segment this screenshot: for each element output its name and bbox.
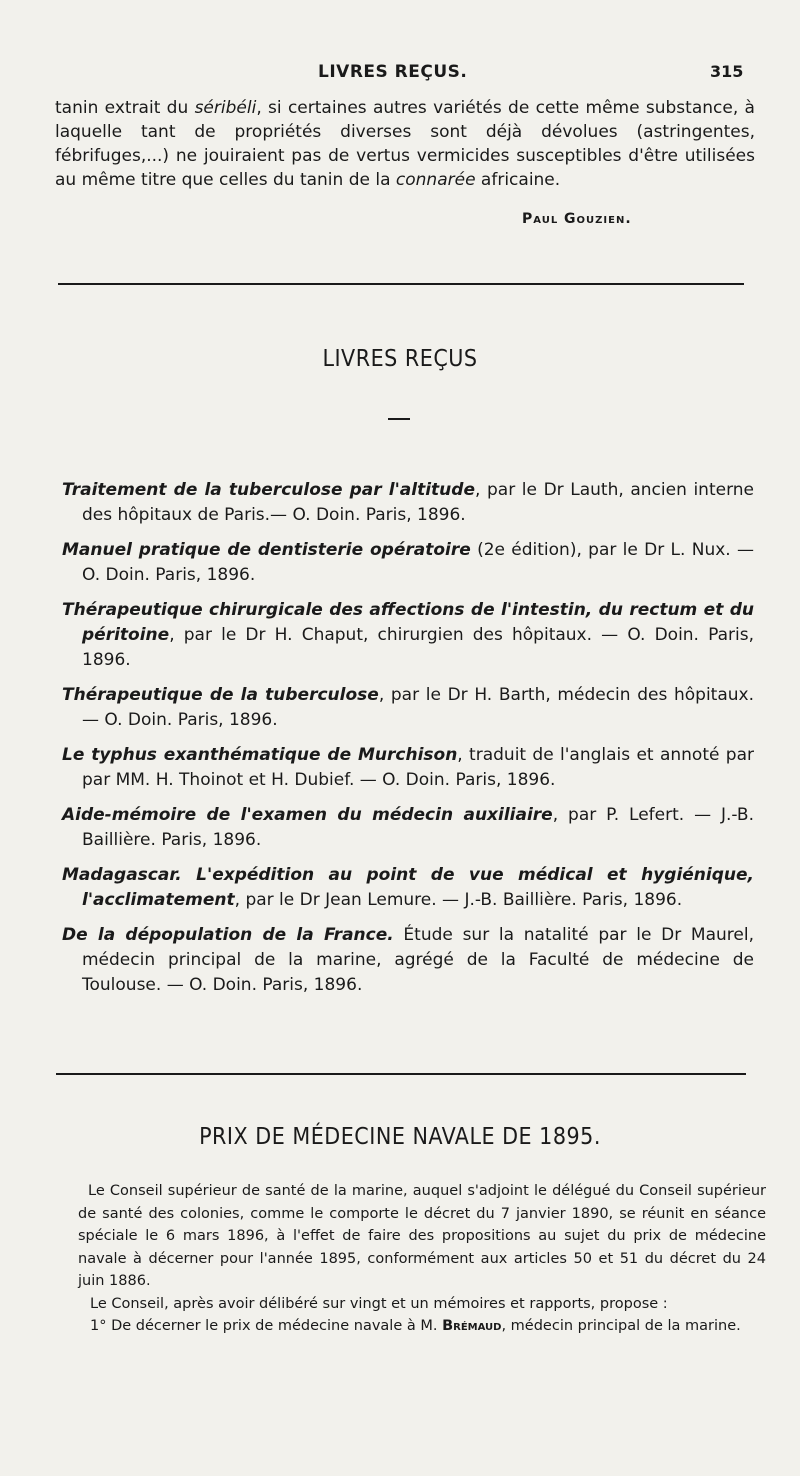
page-header bbox=[0, 62, 800, 88]
section-heading-livres-recus: LIVRES REÇUS bbox=[322, 346, 478, 372]
author-signature: Paul Gouzien. bbox=[522, 211, 632, 227]
book-title: Thérapeutique de la tuberculose bbox=[62, 685, 379, 705]
book-details: Étude sur la natalité par le Dr Maurel, médecin principal de la marine, agrégé de la Faculté de médecine de Toulouse. — O. Doin. Paris, 1896. bbox=[82, 925, 754, 995]
section-divider bbox=[56, 1073, 746, 1075]
book-title: Le typhus exanthématique de Murchison bbox=[62, 745, 458, 765]
page-number: 315 bbox=[710, 62, 744, 81]
book-details: (2e édition), par le Dr L. Nux. — O. Doin. Paris, 1896. bbox=[82, 540, 754, 585]
book-details: , par le Dr H. Barth, médecin des hôpitaux. — O. Doin. Paris, 1896. bbox=[82, 685, 754, 730]
book-details: , par le Dr H. Chaput, chirurgien des hôpitaux. — O. Doin. Paris, 1896. bbox=[82, 625, 754, 670]
prize-paragraph-1: Le Conseil supérieur de santé de la marine, auquel s'adjoint le délégué du Conseil supérieur de santé des colonies, comme le comporte le décret du 7 janvier 1890, se réunit en séance spéciale le 6 mars 1896, à l'effet de faire des propositions au sujet du prix de médecine navale à décerner pour l'année 1895, conformément aux articles 50 et 51 du décret du 24 juin 1886. bbox=[78, 1183, 766, 1289]
prize-text bbox=[78, 1180, 766, 1338]
intro-italic-seribeli: séribéli bbox=[194, 98, 257, 118]
list-item bbox=[62, 683, 754, 733]
book-title: Thérapeutique chirurgicale des affections de l'intestin, du rectum et du péritoine bbox=[62, 600, 754, 645]
list-item bbox=[62, 923, 754, 998]
prize-paragraph-2: Le Conseil, après avoir délibéré sur vingt et un mémoires et rapports, propose : bbox=[90, 1295, 668, 1312]
list-item bbox=[62, 478, 754, 528]
heading-dash bbox=[388, 418, 410, 420]
section-divider bbox=[58, 283, 744, 285]
list-item bbox=[62, 863, 754, 913]
prize-paragraph-3-start: 1° De décerner le prix de médecine navale à M. bbox=[90, 1318, 443, 1334]
intro-paragraph bbox=[55, 96, 755, 192]
list-item bbox=[62, 538, 754, 588]
running-title: LIVRES REÇUS. bbox=[318, 62, 468, 82]
intro-italic-connaree: connarée bbox=[395, 170, 476, 190]
list-item bbox=[62, 598, 754, 673]
list-item bbox=[62, 743, 754, 793]
book-details: , traduit de l'anglais et annoté par par MM. H. Thoinot et H. Dubief. — O. Doin. Paris, 1896. bbox=[82, 745, 754, 790]
intro-text-end: africaine. bbox=[475, 170, 561, 190]
book-title: De la dépopulation de la France. bbox=[62, 925, 394, 945]
intro-text-start: tanin extrait du bbox=[55, 98, 195, 118]
list-item bbox=[62, 803, 754, 853]
book-title: Madagascar. L'expédition au point de vue médical et hygiénique, l'acclimatement bbox=[62, 865, 754, 910]
intro-text-middle: , si certaines autres variétés de cette même substance, à laquelle tant de propriétés diverses sont déjà dévolues (astringentes, fébrifuges,...) ne jouiraient pas de vertus vermicides susceptibles d'être utilisées au même titre que celles du tanin de la bbox=[55, 98, 755, 190]
book-title: Manuel pratique de dentisterie opératoire bbox=[62, 540, 471, 560]
book-list bbox=[62, 478, 754, 1008]
book-details: , par le Dr Lauth, ancien interne des hôpitaux de Paris.— O. Doin. Paris, 1896. bbox=[82, 480, 755, 525]
section-heading-prix: PRIX DE MÉDECINE NAVALE DE 1895. bbox=[199, 1124, 601, 1150]
book-title: Traitement de la tuberculose par l'altitude bbox=[62, 480, 475, 500]
book-details: , par le Dr Jean Lemure. — J.-B. Baillière. Paris, 1896. bbox=[234, 890, 683, 910]
book-details: , par P. Lefert. — J.-B. Baillière. Paris, 1896. bbox=[82, 805, 754, 850]
prize-paragraph-3 bbox=[78, 1315, 766, 1338]
laureate-name: Brémaud bbox=[442, 1318, 502, 1334]
prize-paragraph-3-end: , médecin principal de la marine. bbox=[501, 1318, 741, 1334]
book-title: Aide-mémoire de l'examen du médecin auxiliaire bbox=[62, 805, 553, 825]
